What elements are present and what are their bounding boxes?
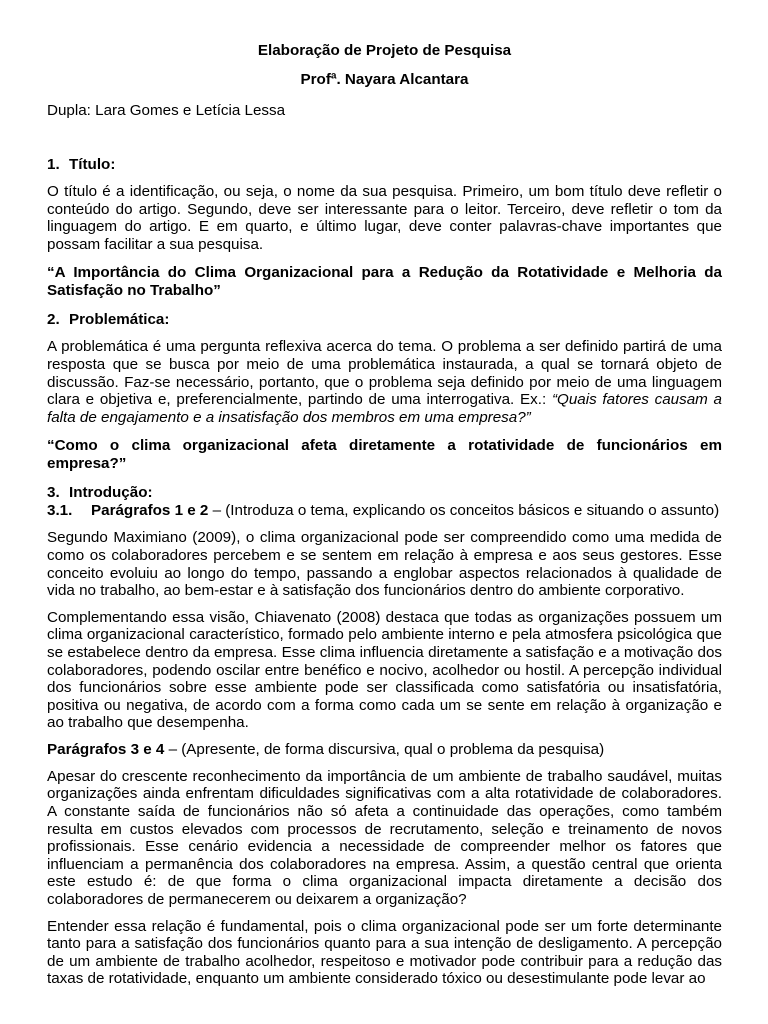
intro-paragraph-4: Entender essa relação é fundamental, pois o clima organizacional pode ser um forte determinante tanto para a satisfação dos funcionários quanto para a sua intenção de desligamento. A percepção de um ambiente de trabalho acolhedor, respeitoso e motivador pode contribuir para a redução das taxas de rotatividade, enquanto um ambiente considerado tóxico ou desestimulante pode levar ao bbox=[47, 917, 722, 988]
paragraphs-3-4-label: Parágrafos 3 e 4 bbox=[47, 740, 165, 758]
section-3-heading bbox=[47, 484, 722, 502]
subsection-3-1-hint: – (Introduza o tema, explicando os conceitos básicos e situando o assunto) bbox=[208, 502, 720, 520]
section-2-answer: “Como o clima organizacional afeta diretamente a rotatividade de funcionários em empresa?” bbox=[47, 437, 722, 473]
pair-names: Dupla: Lara Gomes e Letícia Lessa bbox=[47, 102, 286, 119]
section-1-title: Título: bbox=[69, 156, 116, 173]
section-2-text bbox=[47, 338, 722, 426]
intro-paragraph-3: Apesar do crescente reconhecimento da importância de um ambiente de trabalho saudável, muitas organizações ainda enfrentam dificuldades significativas com a alta rotatividade de colaboradores. A constante saída de funcionários não só afeta a continuidade das operações, como também resulta em custos elevados com processos de recrutamento, seleção e treinamento de novos profissionais. Esse cenário evidencia a necessidade de compreender melhor os fatores que influenciam a permanência dos colaboradores na empresa. Assim, a questão central que orienta este estudo é: de que forma o clima organizacional impacta diretamente a decisão dos colaboradores de permanecerem ou deixarem a organização? bbox=[47, 767, 722, 909]
document-page bbox=[47, 42, 722, 988]
section-3-title: Introdução: bbox=[69, 484, 153, 502]
paragraphs-3-4-hint: – (Apresente, de forma discursiva, qual o problema da pesquisa) bbox=[164, 740, 605, 758]
document-title: Elaboração de Projeto de Pesquisa bbox=[257, 42, 512, 59]
section-2-title: Problemática: bbox=[69, 311, 170, 329]
section-1-text: O título é a identificação, ou seja, o nome da sua pesquisa. Primeiro, um bom título deve refletir o conteúdo do artigo. Segundo, deve ser interessante para o leitor. Terceiro, deve refletir o tom da linguagem do artigo. E em quarto, e último lugar, deve conter palavras-chave importantes que possam facilitar a sua pesquisa. bbox=[47, 183, 722, 253]
intro-paragraph-2: Complementando essa visão, Chiavenato (2008) destaca que todas as organizações possuem um clima organizacional característico, formado pelo ambiente interno e pela atmosfera psicológica que se estabelece dentro da empresa. Esse clima influencia diretamente a satisfação e a motivação dos colaboradores, podendo oscilar entre benéfico e nocivo, acolhedor ou hostil. A percepção individual dos funcionários sobre esse ambiente pode ser classificada como satisfatória ou insatisfatória, positiva ou negativa, de acordo com a forma como cada um se sente em relação à organização e ao trabalho que desempenha. bbox=[47, 608, 722, 732]
section-3-number: 3. bbox=[47, 484, 60, 502]
intro-paragraph-1: Segundo Maximiano (2009), o clima organizacional pode ser compreendido como uma medida de como os colaboradores percebem e se sentem em relação à empresa e aos seus gestores. Esse conceito evoluiu ao longo do tempo, passando a englobar aspectos relacionados à qualidade de vida no trabalho, ao bem-estar e à satisfação dos funcionários dentro do ambiente corporativo. bbox=[47, 529, 722, 600]
section-1-answer: “A Importância do Clima Organizacional para a Redução da Rotatividade e Melhoria da Satisfação no Trabalho” bbox=[47, 264, 722, 300]
section-2-body: A problemática é uma pergunta reflexiva acerca do tema. O problema a ser definido partirá de uma resposta que se busca por meio de uma problemática instaurada, a qual se tornará objeto de discussão. Faz-se necessário, portanto, que o problema seja definido por meio de uma linguagem clara e objetiva e, preferencialmente, partindo de uma interrogativa. Ex.: bbox=[47, 338, 722, 409]
subsection-3-1-label: Parágrafos 1 e 2 bbox=[91, 502, 209, 520]
subsection-3-1 bbox=[47, 502, 722, 520]
section-2-heading bbox=[47, 311, 722, 329]
paragraphs-3-4-instruction bbox=[47, 741, 722, 759]
professor-name: Profª. Nayara Alcantara bbox=[300, 71, 469, 88]
section-1-number: 1. bbox=[47, 156, 60, 173]
section-2-number: 2. bbox=[47, 311, 60, 329]
subsection-3-1-number: 3.1. bbox=[47, 502, 73, 520]
section-1-heading bbox=[47, 156, 722, 174]
section-2-example: “Quais fatores causam a falta de engajamento e a insatisfação dos membros em uma empresa?” bbox=[47, 391, 722, 426]
